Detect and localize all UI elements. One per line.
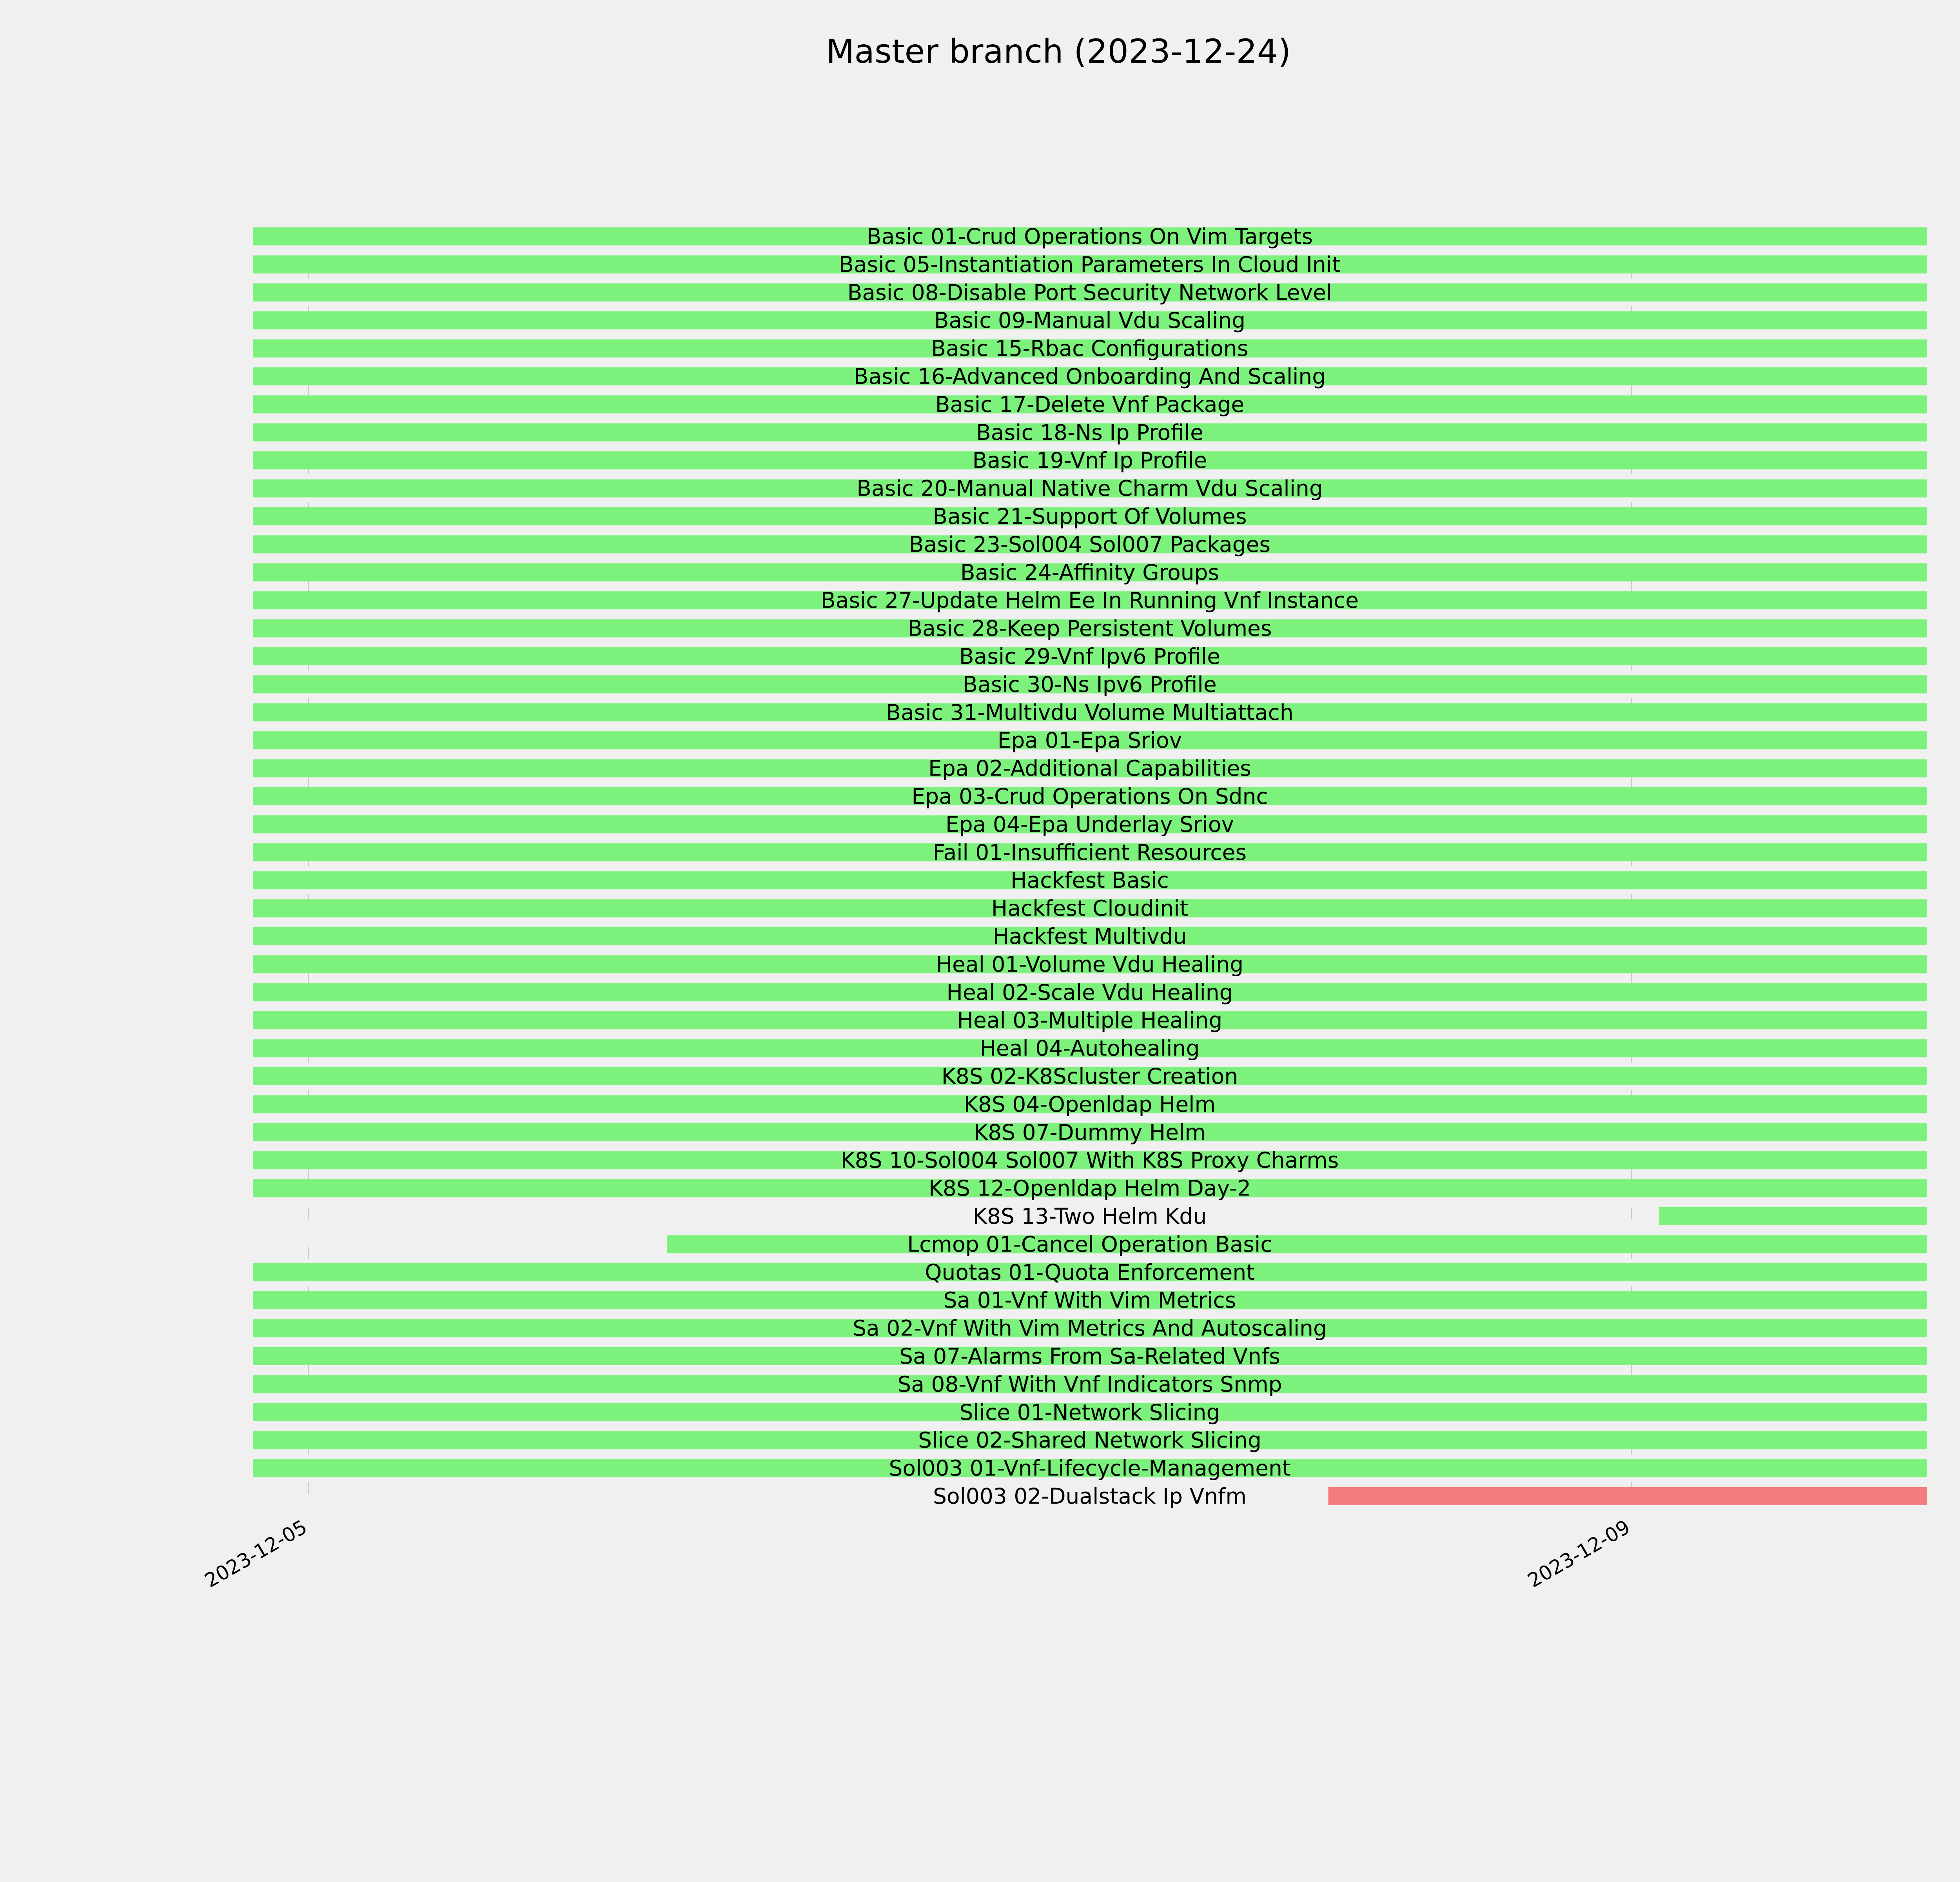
row-label: Fail 01-Insufficient Resources <box>933 839 1247 865</box>
row-label: K8S 12-Openldap Helm Day-2 <box>928 1175 1251 1201</box>
row-label: Heal 03-Multiple Healing <box>957 1008 1223 1033</box>
row-label: Basic 20-Manual Native Charm Vdu Scaling <box>857 476 1323 501</box>
row-label: Basic 05-Instantiation Parameters In Cloud Init <box>839 252 1341 277</box>
bar-segment-pass <box>667 1235 1927 1253</box>
row-label: Epa 01-Epa Sriov <box>997 728 1182 753</box>
row-label: Basic 23-Sol004 Sol007 Packages <box>909 532 1271 557</box>
row-label: Heal 01-Volume Vdu Healing <box>936 952 1244 977</box>
row-label: Epa 02-Additional Capabilities <box>928 756 1251 781</box>
row-label: Sa 07-Alarms From Sa-Related Vnfs <box>899 1344 1280 1369</box>
row-label: Basic 24-Affinity Groups <box>960 560 1220 585</box>
row-label: Basic 27-Update Helm Ee In Running Vnf Instance <box>821 588 1359 613</box>
row-label: Basic 17-Delete Vnf Package <box>935 392 1245 417</box>
chart-title: Master branch (2023-12-24) <box>826 32 1291 71</box>
row-label: Heal 02-Scale Vdu Healing <box>946 979 1233 1005</box>
row-label: Sol003 01-Vnf-Lifecycle-Management <box>889 1455 1291 1481</box>
row-label: Basic 29-Vnf Ipv6 Profile <box>959 644 1221 669</box>
row-label: Basic 15-Rbac Configurations <box>931 336 1249 361</box>
row-label: Sol003 02-Dualstack Ip Vnfm <box>933 1484 1247 1509</box>
row-label: Basic 09-Manual Vdu Scaling <box>934 308 1246 333</box>
row-label: Basic 16-Advanced Onboarding And Scaling <box>853 364 1326 389</box>
row-label: Slice 01-Network Slicing <box>959 1399 1220 1425</box>
row-label: Basic 30-Ns Ipv6 Profile <box>963 672 1217 697</box>
row-label: Heal 04-Autohealing <box>980 1035 1200 1061</box>
x-tick-label: 2023-12-05 <box>201 1515 311 1592</box>
row-label: Quotas 01-Quota Enforcement <box>925 1259 1255 1285</box>
row-label: Lcmop 01-Cancel Operation Basic <box>907 1232 1272 1257</box>
bar-segment-fail <box>1328 1487 1927 1505</box>
row-label: Hackfest Basic <box>1011 868 1169 893</box>
row-label: K8S 13-Two Helm Kdu <box>973 1204 1207 1229</box>
row-label: Epa 04-Epa Underlay Sriov <box>945 812 1234 837</box>
row-label: Sa 02-Vnf With Vim Metrics And Autoscaling <box>853 1315 1327 1341</box>
row-label: K8S 07-Dummy Helm <box>974 1119 1206 1145</box>
row-label: Basic 31-Multivdu Volume Multiattach <box>886 699 1294 725</box>
row-label: Basic 08-Disable Port Security Network Level <box>847 280 1332 305</box>
row-label: Hackfest Cloudinit <box>991 896 1189 921</box>
bar-segment-pass <box>1659 1207 1927 1225</box>
row-label: Sa 01-Vnf With Vim Metrics <box>943 1288 1236 1313</box>
row-label: Basic 01-Crud Operations On Vim Targets <box>866 224 1313 249</box>
row-label: Hackfest Multivdu <box>993 924 1187 949</box>
row-label: Sa 08-Vnf With Vnf Indicators Snmp <box>897 1372 1282 1397</box>
row-label: Basic 28-Keep Persistent Volumes <box>907 616 1272 641</box>
row-label: Basic 18-Ns Ip Profile <box>976 420 1203 445</box>
row-label: K8S 04-Openldap Helm <box>964 1092 1216 1117</box>
row-label: Epa 03-Crud Operations On Sdnc <box>911 784 1268 809</box>
row-label: K8S 02-K8Scluster Creation <box>941 1064 1238 1089</box>
row-label: Slice 02-Shared Network Slicing <box>918 1428 1261 1453</box>
x-tick-label: 2023-12-09 <box>1524 1515 1634 1592</box>
row-label: K8S 10-Sol004 Sol007 With K8S Proxy Charms <box>840 1148 1339 1173</box>
row-label: Basic 19-Vnf Ip Profile <box>972 448 1207 473</box>
row-label: Basic 21-Support Of Volumes <box>933 504 1247 529</box>
